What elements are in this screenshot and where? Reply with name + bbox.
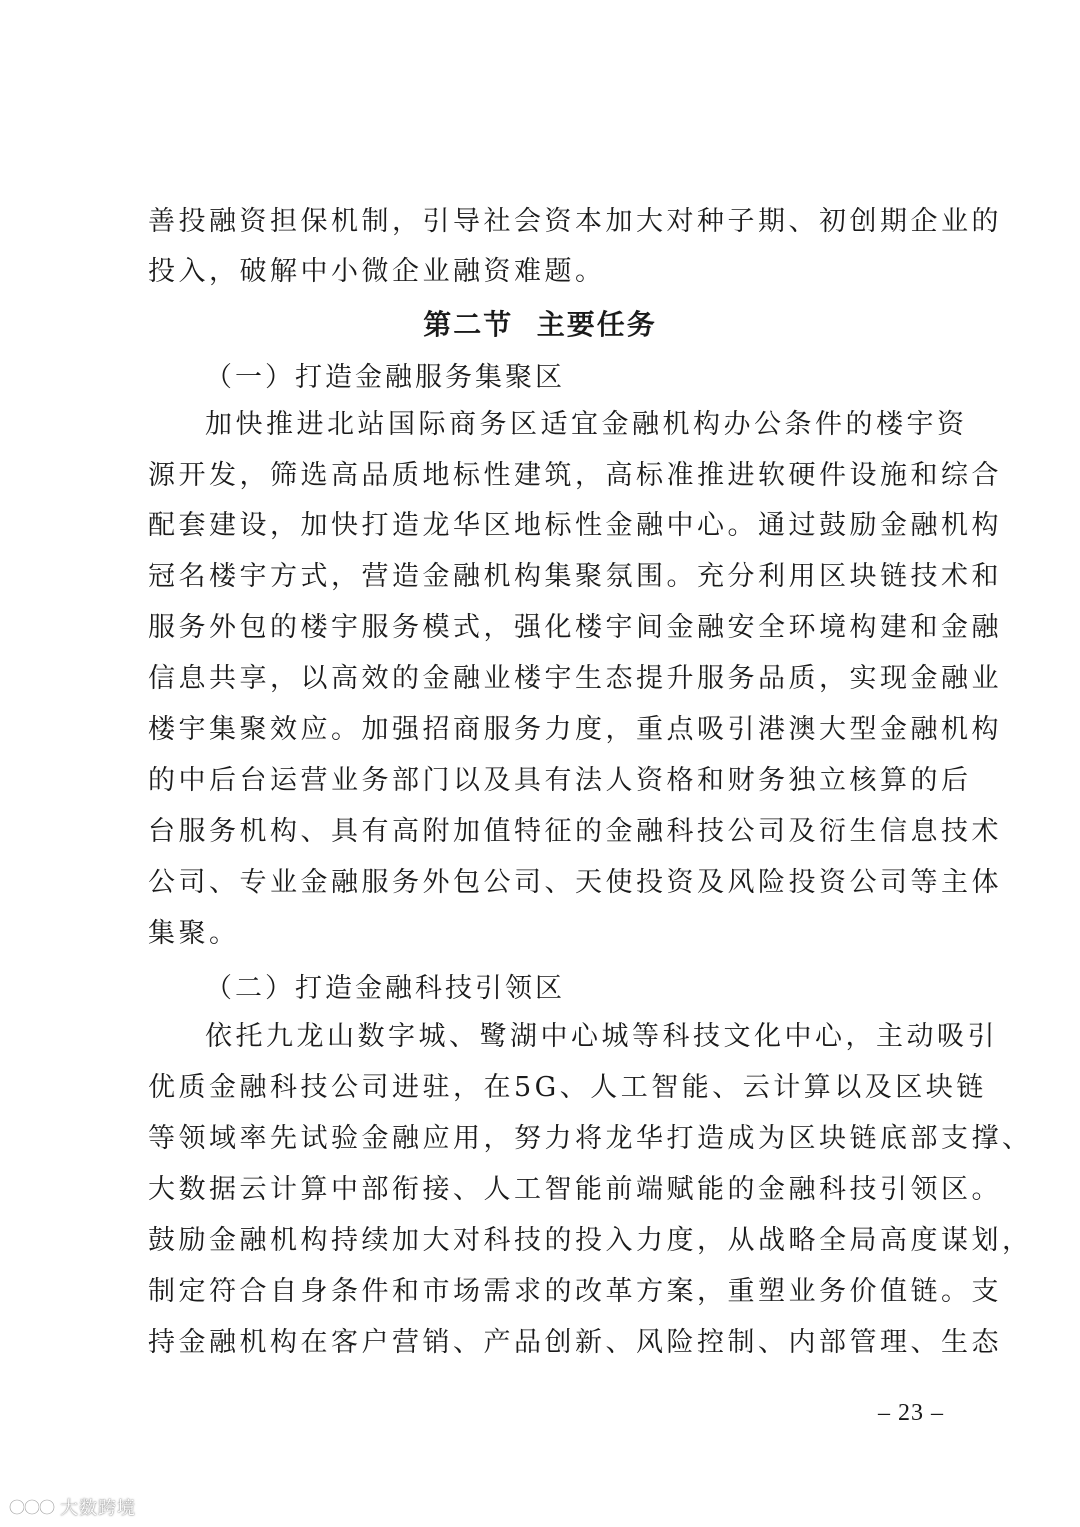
subsection-2-line: 等领域率先试验金融应用，努力将龙华打造成为区块链底部支撑、: [148, 1123, 1033, 1154]
shop-logo-icon: [8, 1496, 56, 1518]
page-number: – 23 –: [878, 1400, 944, 1426]
subsection-1-heading: （一）打造金融服务集聚区: [205, 362, 565, 393]
section-title: 第二节 主要任务: [423, 308, 657, 341]
subsection-1-line: 的中后台运营业务部门以及具有法人资格和财务独立核算的后: [148, 765, 972, 796]
subsection-2-line: 持金融机构在客户营销、产品创新、风险控制、内部管理、生态: [148, 1327, 1002, 1358]
subsection-1-line: 加快推进北站国际商务区适宜金融机构办公条件的楼宇资: [205, 409, 968, 440]
subsection-1-line: 公司、专业金融服务外包公司、天使投资及风险投资公司等主体: [148, 867, 1002, 898]
subsection-1-line: 配套建设，加快打造龙华区地标性金融中心。通过鼓励金融机构: [148, 510, 1002, 541]
intro-line-1: 善投融资担保机制，引导社会资本加大对种子期、初创期企业的: [148, 206, 1002, 237]
subsection-2-line: 优质金融科技公司进驻，在5G、人工智能、云计算以及区块链: [148, 1072, 987, 1103]
subsection-2-line: 制定符合自身条件和市场需求的改革方案，重塑业务价值链。支: [148, 1276, 1002, 1307]
subsection-1-line: 集聚。: [148, 918, 240, 949]
subsection-2-heading: （二）打造金融科技引领区: [205, 973, 565, 1004]
subsection-2-line: 依托九龙山数字城、鹭湖中心城等科技文化中心，主动吸引: [205, 1021, 998, 1052]
intro-line-2: 投入，破解中小微企业融资难题。: [148, 256, 606, 287]
subsection-2-line: 大数据云计算中部衔接、人工智能前端赋能的金融科技引领区。: [148, 1174, 1002, 1205]
subsection-1-line: 信息共享，以高效的金融业楼宇生态提升服务品质，实现金融业: [148, 663, 1002, 694]
subsection-1-line: 台服务机构、具有高附加值特征的金融科技公司及衍生信息技术: [148, 816, 1002, 847]
watermark-text: 大数跨境: [60, 1498, 136, 1519]
subsection-2-line: 鼓励金融机构持续加大对科技的投入力度，从战略全局高度谋划，: [148, 1225, 1033, 1256]
subsection-1-line: 服务外包的楼宇服务模式，强化楼宇间金融安全环境构建和金融: [148, 612, 1002, 643]
subsection-1-line: 源开发，筛选高品质地标性建筑，高标准推进软硬件设施和综合: [148, 460, 1002, 491]
watermark: [8, 1494, 136, 1520]
subsection-1-line: 楼宇集聚效应。加强招商服务力度，重点吸引港澳大型金融机构: [148, 714, 1002, 745]
subsection-1-line: 冠名楼宇方式，营造金融机构集聚氛围。充分利用区块链技术和: [148, 561, 1002, 592]
